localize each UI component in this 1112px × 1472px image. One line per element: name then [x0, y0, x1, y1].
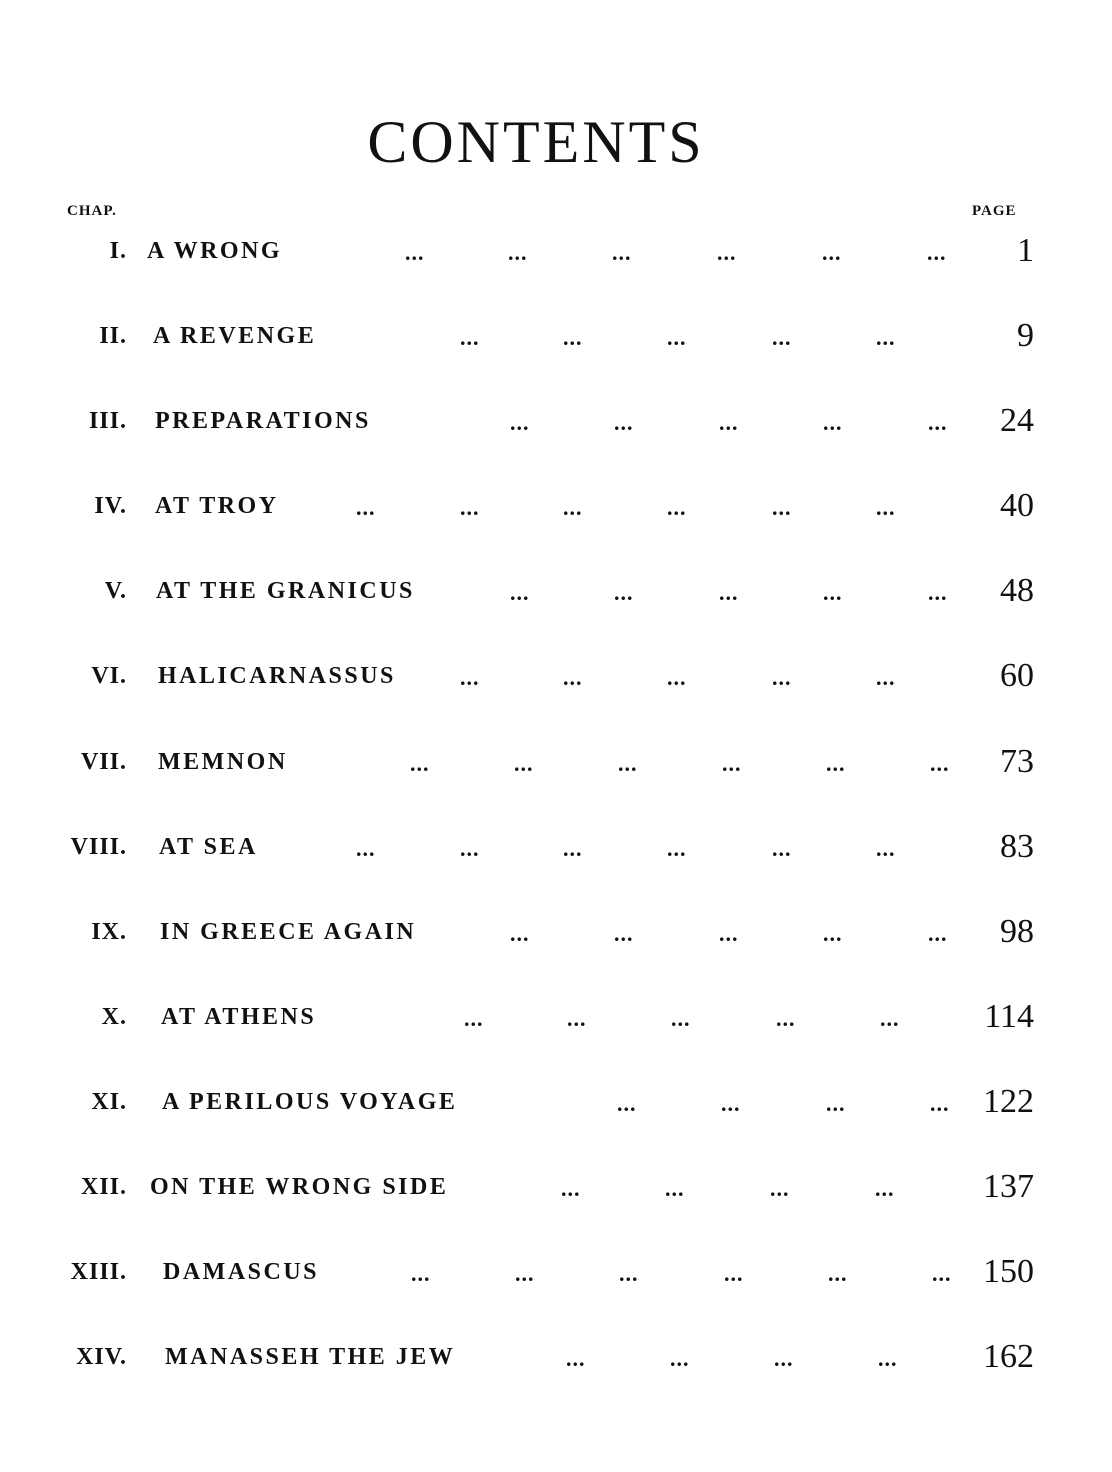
toc-entry[interactable] — [0, 1168, 1112, 1214]
chapter-number: XI. — [91, 1089, 127, 1115]
chapter-title[interactable]: AT TROY — [155, 493, 279, 519]
chapter-title[interactable]: A REVENGE — [153, 323, 317, 349]
page-number: 24 — [1000, 402, 1034, 439]
dot-leader: ... — [776, 1006, 796, 1031]
dot-leader: ... — [875, 1176, 895, 1201]
dot-leader: ... — [405, 240, 425, 265]
page-number: 114 — [984, 998, 1034, 1035]
toc-entry[interactable] — [0, 828, 1112, 874]
chapter-number: VI. — [91, 663, 127, 689]
dot-leader: ... — [719, 580, 739, 605]
chapter-column-header: CHAP. — [67, 203, 117, 219]
page-number: 150 — [983, 1253, 1034, 1290]
dot-leader: ... — [722, 751, 742, 776]
dot-leader: ... — [510, 580, 530, 605]
dot-leader: ... — [927, 240, 947, 265]
dot-leader: ... — [878, 1346, 898, 1371]
dot-leader: ... — [876, 665, 896, 690]
chapter-title[interactable]: MANASSEH THE JEW — [165, 1344, 456, 1370]
chapter-title[interactable]: IN GREECE AGAIN — [160, 919, 417, 945]
page-number: 60 — [1000, 657, 1034, 694]
dot-leader: ... — [823, 580, 843, 605]
toc-entry[interactable] — [0, 913, 1112, 959]
dot-leader: ... — [667, 665, 687, 690]
page-number: 1 — [1017, 232, 1034, 269]
page-number: 162 — [983, 1338, 1034, 1375]
toc-entry[interactable] — [0, 1338, 1112, 1384]
dot-leader: ... — [823, 921, 843, 946]
page-number: 9 — [1017, 317, 1034, 354]
dot-leader: ... — [561, 1176, 581, 1201]
dot-leader: ... — [612, 240, 632, 265]
dot-leader: ... — [928, 921, 948, 946]
dot-leader: ... — [410, 751, 430, 776]
page-number: 122 — [983, 1083, 1034, 1120]
dot-leader: ... — [563, 665, 583, 690]
chapter-title[interactable]: AT SEA — [159, 834, 258, 860]
dot-leader: ... — [772, 325, 792, 350]
dot-leader: ... — [510, 410, 530, 435]
dot-leader: ... — [460, 665, 480, 690]
dot-leader: ... — [567, 1006, 587, 1031]
page-column-header: PAGE — [972, 203, 1017, 219]
chapter-number: XII. — [80, 1174, 127, 1200]
dot-leader: ... — [930, 751, 950, 776]
dot-leader: ... — [719, 921, 739, 946]
chapter-number: II. — [99, 323, 127, 349]
chapter-title[interactable]: AT THE GRANICUS — [156, 578, 415, 604]
dot-leader: ... — [563, 836, 583, 861]
toc-entry[interactable] — [0, 1083, 1112, 1129]
dot-leader: ... — [671, 1006, 691, 1031]
chapter-number: IV. — [94, 493, 127, 519]
chapter-number: I. — [109, 238, 127, 264]
dot-leader: ... — [721, 1091, 741, 1116]
dot-leader: ... — [460, 495, 480, 520]
dot-leader: ... — [619, 1261, 639, 1286]
dot-leader: ... — [724, 1261, 744, 1286]
page-number: 98 — [1000, 913, 1034, 950]
dot-leader: ... — [822, 240, 842, 265]
dot-leader: ... — [876, 325, 896, 350]
dot-leader: ... — [356, 836, 376, 861]
dot-leader: ... — [772, 836, 792, 861]
chapter-number: X. — [101, 1004, 127, 1030]
dot-leader: ... — [770, 1176, 790, 1201]
toc-entry[interactable] — [0, 1253, 1112, 1299]
dot-leader: ... — [614, 921, 634, 946]
chapter-number: III. — [88, 408, 127, 434]
dot-leader: ... — [717, 240, 737, 265]
dot-leader: ... — [614, 580, 634, 605]
chapter-title[interactable]: HALICARNASSUS — [158, 663, 396, 689]
page-number: 73 — [1000, 743, 1034, 780]
page-title: CONTENTS — [367, 109, 705, 175]
dot-leader: ... — [930, 1091, 950, 1116]
dot-leader: ... — [510, 921, 530, 946]
toc-entry[interactable] — [0, 317, 1112, 363]
dot-leader: ... — [719, 410, 739, 435]
chapter-title[interactable]: ON THE WRONG SIDE — [150, 1174, 449, 1200]
page-number: 83 — [1000, 828, 1034, 865]
dot-leader: ... — [667, 495, 687, 520]
dot-leader: ... — [826, 1091, 846, 1116]
dot-leader: ... — [514, 751, 534, 776]
chapter-number: VII. — [80, 749, 127, 775]
dot-leader: ... — [356, 495, 376, 520]
chapter-number: XIII. — [70, 1259, 127, 1285]
dot-leader: ... — [617, 1091, 637, 1116]
toc-entry[interactable] — [0, 402, 1112, 448]
chapter-title[interactable]: A WRONG — [147, 238, 283, 264]
dot-leader: ... — [460, 325, 480, 350]
dot-leader: ... — [774, 1346, 794, 1371]
page-number: 137 — [983, 1168, 1034, 1205]
toc-entry[interactable] — [0, 657, 1112, 703]
toc-entry[interactable] — [0, 572, 1112, 618]
dot-leader: ... — [667, 325, 687, 350]
dot-leader: ... — [464, 1006, 484, 1031]
dot-leader: ... — [772, 495, 792, 520]
dot-leader: ... — [823, 410, 843, 435]
toc-entry[interactable] — [0, 743, 1112, 789]
dot-leader: ... — [614, 410, 634, 435]
dot-leader: ... — [563, 325, 583, 350]
toc-entry[interactable] — [0, 232, 1112, 278]
dot-leader: ... — [876, 495, 896, 520]
dot-leader: ... — [826, 751, 846, 776]
dot-leader: ... — [411, 1261, 431, 1286]
dot-leader: ... — [880, 1006, 900, 1031]
chapter-title[interactable]: AT ATHENS — [161, 1004, 317, 1030]
dot-leader: ... — [563, 495, 583, 520]
chapter-number: VIII. — [70, 834, 127, 860]
toc-entry[interactable] — [0, 487, 1112, 533]
chapter-number: V. — [104, 578, 127, 604]
chapter-number: XIV. — [76, 1344, 127, 1370]
dot-leader: ... — [670, 1346, 690, 1371]
page-number: 48 — [1000, 572, 1034, 609]
dot-leader: ... — [566, 1346, 586, 1371]
dot-leader: ... — [460, 836, 480, 861]
chapter-title[interactable]: PREPARATIONS — [155, 408, 371, 434]
dot-leader: ... — [508, 240, 528, 265]
dot-leader: ... — [928, 580, 948, 605]
dot-leader: ... — [515, 1261, 535, 1286]
dot-leader: ... — [772, 665, 792, 690]
dot-leader: ... — [876, 836, 896, 861]
dot-leader: ... — [667, 836, 687, 861]
dot-leader: ... — [928, 410, 948, 435]
dot-leader: ... — [828, 1261, 848, 1286]
page-number: 40 — [1000, 487, 1034, 524]
toc-entry[interactable] — [0, 998, 1112, 1044]
dot-leader: ... — [932, 1261, 952, 1286]
chapter-title[interactable]: A PERILOUS VOYAGE — [162, 1089, 458, 1115]
dot-leader: ... — [665, 1176, 685, 1201]
chapter-title[interactable]: DAMASCUS — [163, 1259, 320, 1285]
chapter-number: IX. — [91, 919, 127, 945]
chapter-title[interactable]: MEMNON — [158, 749, 288, 775]
dot-leader: ... — [618, 751, 638, 776]
